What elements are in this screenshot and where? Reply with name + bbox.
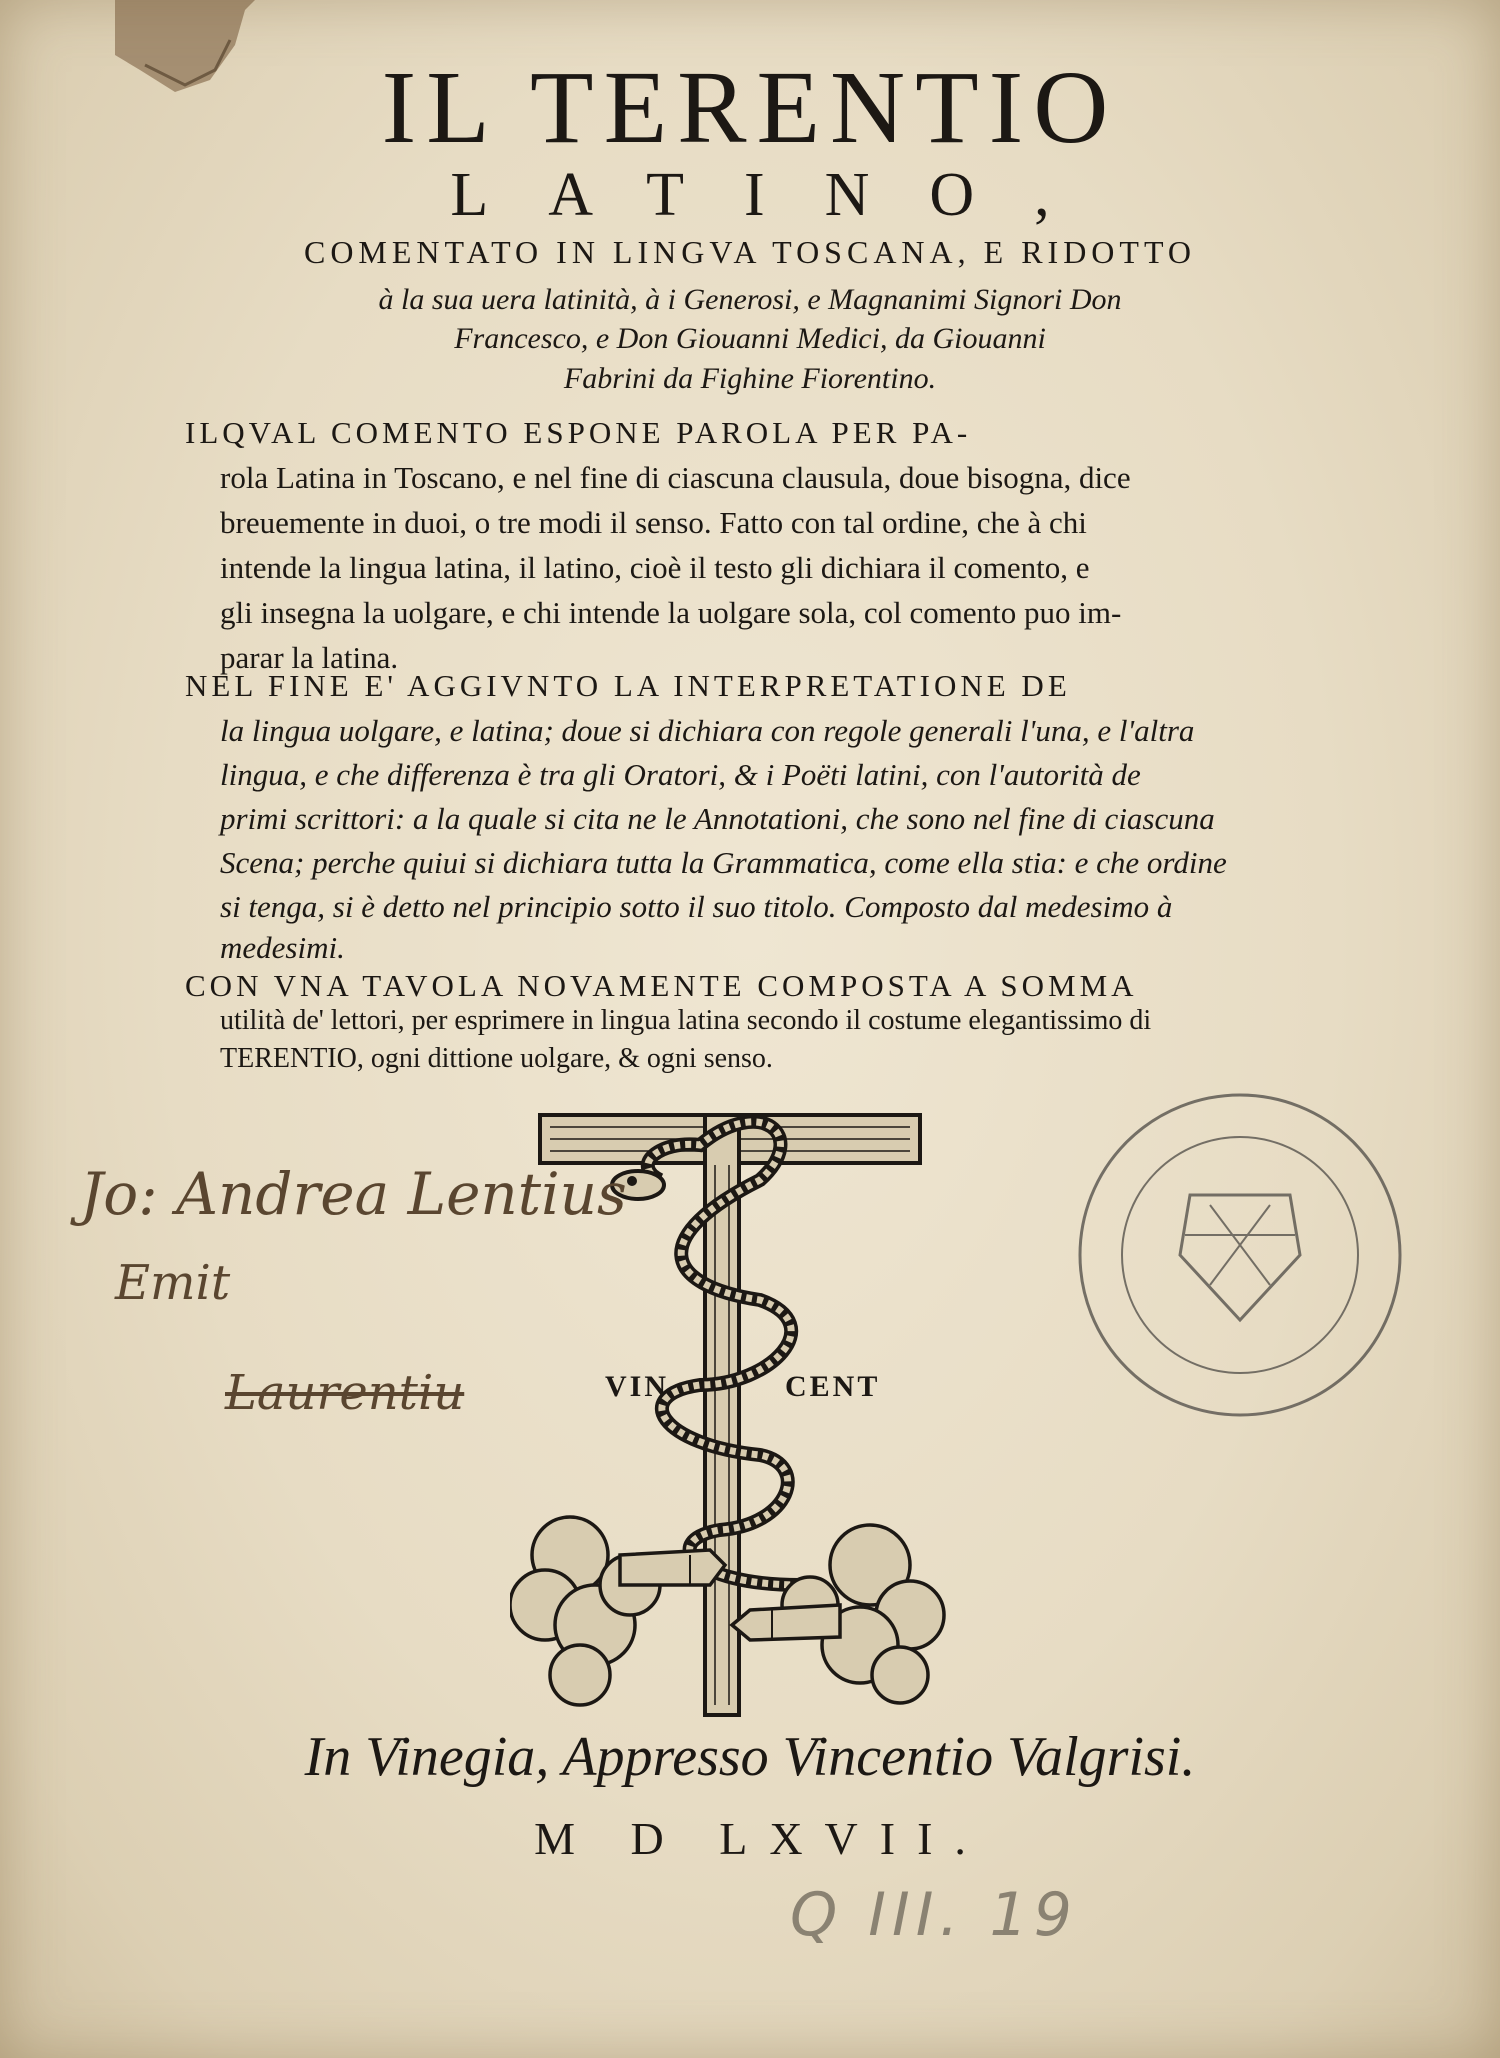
- handwritten-owner-line-2: Emit: [115, 1255, 231, 1311]
- paragraph-comento-line: rola Latina in Toscano, e nel fine di ciascuna clausula, doue bisogna, dice: [220, 460, 1131, 495]
- book-subtitle: LATINO,: [450, 161, 1110, 229]
- paragraph-tavola-line: TERENTIO, ogni dittione uolgare, & ogni senso.: [220, 1043, 773, 1074]
- intro-line-4: Fabrini da Fighine Fiorentino.: [563, 362, 937, 395]
- paragraph-comento-line: gli insegna la uolgare, e chi intende la uolgare sola, col comento puo im-: [220, 595, 1122, 630]
- handwritten-owner-line-3: Laurentiu: [225, 1365, 465, 1421]
- paragraph-interpretatione-line: la lingua uolgare, e latina; doue si dichiara con regole generali l'una, e l'altra: [220, 713, 1195, 748]
- paragraph-interpretatione-line: lingua, e che differenza è tra gli Oratori, & i Poëti latini, con l'autorità de: [220, 757, 1141, 792]
- paragraph-interpretatione-line: NEL FINE E' AGGIVNTO LA INTERPRETATIONE DE: [185, 668, 1071, 703]
- handwritten-owner-line-1: Jo: Andrea Lentius: [80, 1160, 627, 1228]
- book-title: IL TERENTIO: [381, 50, 1119, 165]
- paragraph-interpretatione-line: medesimi.: [220, 930, 345, 965]
- paragraph-tavola-line: utilità de' lettori, per esprimere in lingua latina secondo il costume elegantissimo di: [220, 1005, 1152, 1036]
- paragraph-comento-line: ILQVAL COMENTO ESPONE PAROLA PER PA-: [185, 415, 972, 450]
- motto-left: VIN: [605, 1370, 670, 1403]
- paragraph-comento-line: intende la lingua latina, il latino, cioè il testo gli dichiara il comento, e: [220, 550, 1090, 585]
- intro-line-2: à la sua uera latinità, à i Generosi, e Magnanimi Signori Don: [378, 283, 1122, 316]
- library-stamp: [1070, 1085, 1410, 1425]
- paragraph-interpretatione-line: si tenga, si è detto nel principio sotto il suo titolo. Composto dal medesimo à: [220, 889, 1173, 924]
- paragraph-interpretatione-line: primi scrittori: a la quale si cita ne le Annotationi, che sono nel fine di ciascuna: [220, 801, 1215, 836]
- imprint: In Vinegia, Appresso Vincentio Valgrisi.: [304, 1726, 1196, 1788]
- intro-line-1: COMENTATO IN LINGVA TOSCANA, E RIDOTTO: [303, 234, 1197, 270]
- paragraph-comento-line: parar la latina.: [220, 640, 399, 675]
- paragraph-interpretatione-line: Scena; perche quiui si dichiara tutta la Grammatica, come ella stia: e che ordine: [220, 845, 1227, 880]
- publication-year: M D LXVII.: [534, 1813, 988, 1864]
- motto-right: CENT: [785, 1370, 881, 1403]
- paragraph-tavola-line: CON VNA TAVOLA NOVAMENTE COMPOSTA A SOMMA: [185, 968, 1138, 1003]
- intro-line-3: Francesco, e Don Giouanni Medici, da Giouanni: [454, 322, 1046, 355]
- shelfmark: Q III. 19: [790, 1880, 1078, 1950]
- paragraph-comento-line: breuemente in duoi, o tre modi il senso. Fatto con tal ordine, che à chi: [220, 505, 1087, 540]
